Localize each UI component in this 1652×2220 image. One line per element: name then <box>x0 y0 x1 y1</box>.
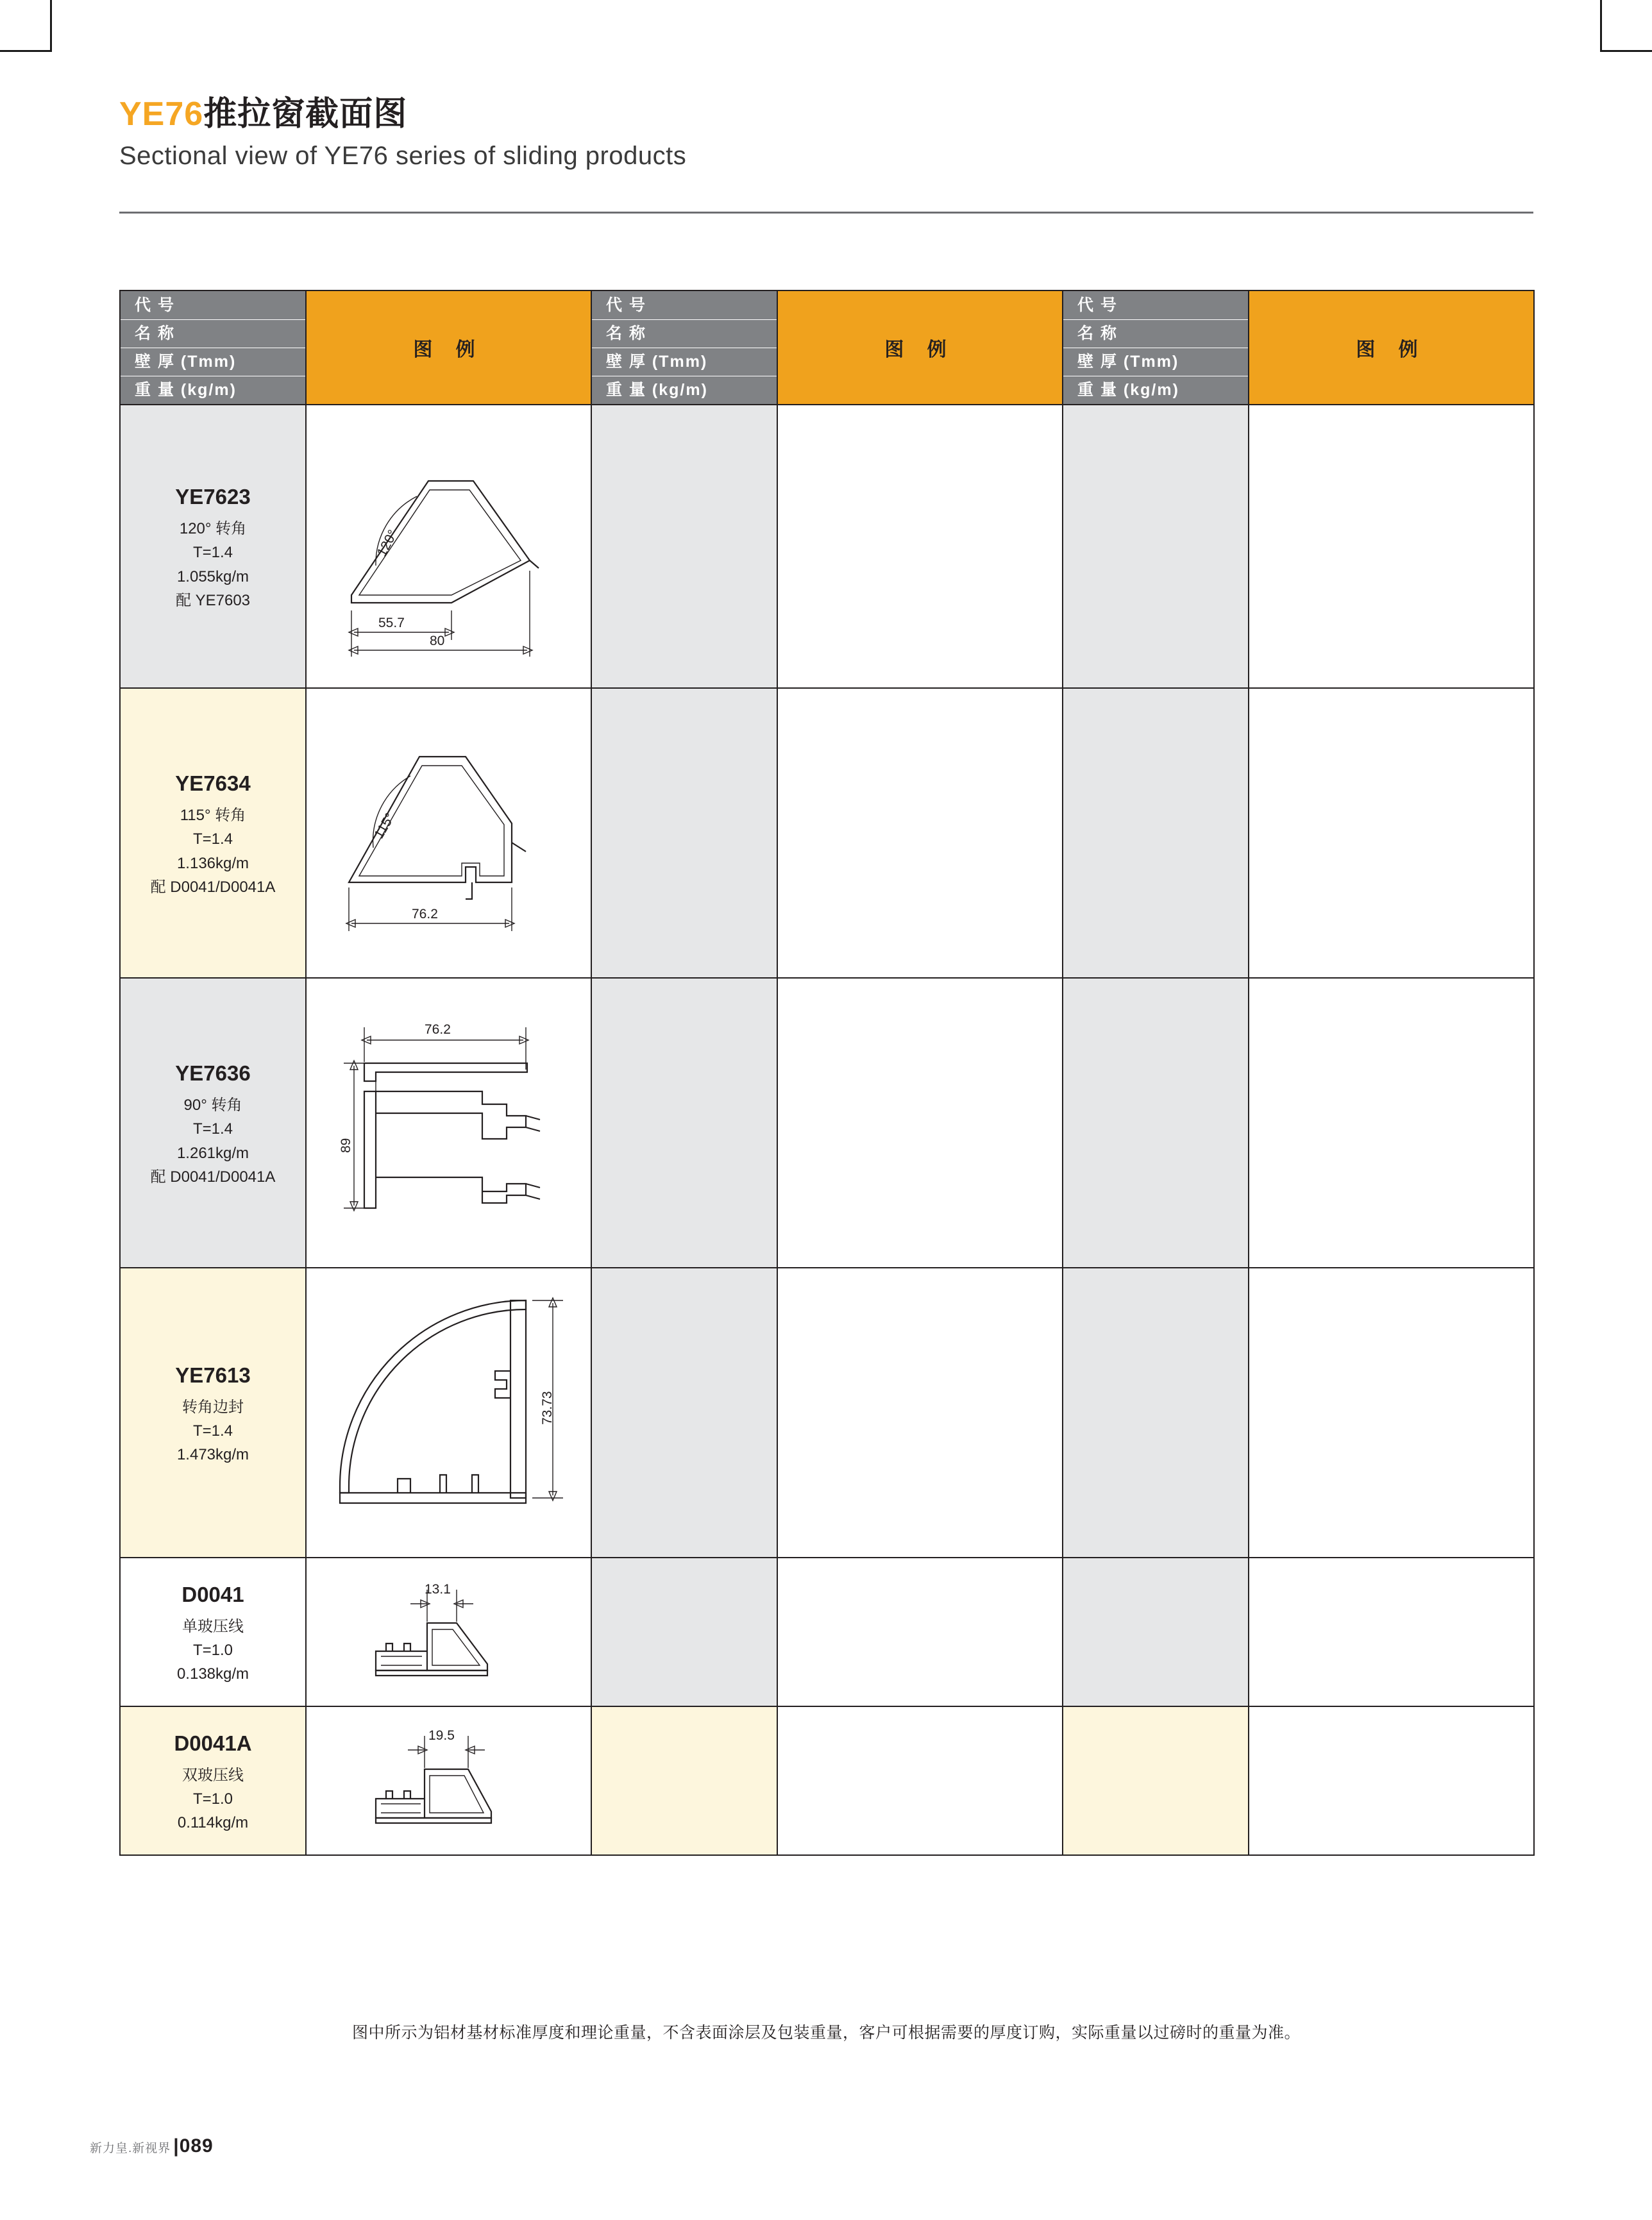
footer-brand: 新力皇.新视界 <box>90 2142 171 2155</box>
table-row <box>120 1558 1534 1706</box>
profile-thickness: T=1.0 <box>192 1641 233 1659</box>
profile-thickness: T=1.4 <box>192 1422 233 1440</box>
profile-name: YE7623 <box>175 485 251 509</box>
table-row <box>120 1706 1534 1855</box>
dim-angle: 115° <box>371 811 398 841</box>
header-figure-col-3: 图 例 <box>1249 290 1534 405</box>
empty-figure-cell <box>777 1706 1063 1855</box>
section-drawing-ye7634 <box>314 695 584 971</box>
profiles-table <box>119 290 1535 1856</box>
profile-desc: 双玻压线 <box>182 1766 244 1784</box>
profile-code-cell <box>120 1268 306 1558</box>
empty-code-cell <box>1063 405 1249 688</box>
profile-desc: 90° 转角 <box>183 1097 242 1114</box>
section-drawing-d0041a <box>314 1717 584 1845</box>
profiles-table-wrapper <box>119 290 1533 1856</box>
empty-figure-cell <box>1249 1558 1534 1706</box>
empty-figure-cell <box>1249 1706 1534 1855</box>
dim-762: 76.2 <box>411 907 438 921</box>
header-code-col-1 <box>120 290 306 405</box>
header-label-thickness: 壁 厚 (Tmm) <box>592 348 777 376</box>
empty-figure-cell <box>1249 405 1534 688</box>
empty-code-cell <box>591 978 777 1268</box>
profile-weight: 1.055kg/m <box>176 568 249 585</box>
header-label-name: 名 称 <box>121 320 305 348</box>
header-figure-col-2: 图 例 <box>777 290 1063 405</box>
page-subtitle: Sectional view of YE76 series of sliding products <box>119 142 687 171</box>
empty-figure-cell <box>777 978 1063 1268</box>
empty-figure-cell <box>777 1558 1063 1706</box>
profile-name: D0041A <box>174 1731 252 1755</box>
empty-figure-cell <box>777 405 1063 688</box>
profile-thickness: T=1.0 <box>192 1790 233 1808</box>
empty-code-cell <box>1063 1268 1249 1558</box>
profile-thickness: T=1.4 <box>192 830 233 848</box>
table-header-row <box>120 290 1534 405</box>
dim-angle: 120° <box>374 527 400 559</box>
page-number: 089 <box>179 2135 214 2157</box>
profile-code-cell <box>120 405 306 688</box>
empty-code-cell <box>1063 1558 1249 1706</box>
profile-name: YE7634 <box>175 771 251 796</box>
profile-desc: 120° 转角 <box>179 520 247 538</box>
header-label-thickness: 壁 厚 (Tmm) <box>121 348 305 376</box>
profile-desc: 单玻压线 <box>182 1617 244 1635</box>
header-divider <box>119 212 1533 214</box>
header-label-thickness: 壁 厚 (Tmm) <box>1063 348 1248 376</box>
profile-name: YE7636 <box>175 1061 251 1086</box>
table-row <box>120 1268 1534 1558</box>
profile-match: 配 D0041/D0041A <box>150 1168 276 1186</box>
page-title-highlight: YE76 <box>119 96 204 133</box>
empty-code-cell <box>591 1558 777 1706</box>
dim-195: 19.5 <box>428 1728 455 1743</box>
profile-name: D0041 <box>181 1582 244 1606</box>
page-header <box>119 96 1530 171</box>
page-footer <box>90 2135 214 2157</box>
header-label-weight: 重 量 (kg/m) <box>606 380 708 399</box>
header-label-weight: 重 量 (kg/m) <box>1077 380 1179 399</box>
table-row <box>120 688 1534 978</box>
profile-code-cell <box>120 1558 306 1706</box>
profile-figure-cell <box>306 1706 591 1855</box>
profile-weight: 0.138kg/m <box>176 1665 249 1683</box>
dim-131: 13.1 <box>424 1582 451 1597</box>
profile-desc: 转角边封 <box>182 1398 244 1416</box>
empty-figure-cell <box>1249 978 1534 1268</box>
profile-name: YE7613 <box>175 1363 251 1387</box>
crop-mark-top-right <box>1600 0 1652 52</box>
profile-desc: 115° 转角 <box>180 807 246 825</box>
profile-code-cell <box>120 978 306 1268</box>
header-code-col-3 <box>1063 290 1249 405</box>
profile-weight: 1.261kg/m <box>176 1144 249 1162</box>
empty-code-cell <box>1063 1706 1249 1855</box>
header-label-name: 名 称 <box>592 320 777 348</box>
section-drawing-d0041 <box>314 1568 584 1696</box>
profile-match: 配 YE7603 <box>175 591 251 609</box>
profile-code-cell <box>120 1706 306 1855</box>
profile-figure-cell <box>306 405 591 688</box>
page-title <box>119 96 1530 133</box>
header-label-code: 代 号 <box>1063 292 1248 320</box>
table-row <box>120 978 1534 1268</box>
header-figure-col-1: 图 例 <box>306 290 591 405</box>
header-code-col-2 <box>591 290 777 405</box>
footnote: 图中所示为铝材基材标准厚度和理论重量，不含表面涂层及包装重量，客户可根据需要的厚度订购，实际重量以过磅时的重量为准。 <box>351 2024 1301 2042</box>
empty-figure-cell <box>777 1268 1063 1558</box>
profile-figure-cell <box>306 1268 591 1558</box>
header-label-code: 代 号 <box>592 292 777 320</box>
dim-7373: 73.73 <box>539 1391 555 1425</box>
profile-weight: 1.136kg/m <box>176 854 249 872</box>
profile-figure-cell <box>306 978 591 1268</box>
profile-thickness: T=1.4 <box>192 544 233 562</box>
crop-mark-top-left <box>0 0 52 52</box>
empty-code-cell <box>1063 688 1249 978</box>
profile-figure-cell <box>306 1558 591 1706</box>
header-label-weight: 重 量 (kg/m) <box>135 380 237 399</box>
dim-89: 89 <box>338 1138 353 1153</box>
empty-figure-cell <box>1249 688 1534 978</box>
profile-thickness: T=1.4 <box>192 1120 233 1138</box>
empty-code-cell <box>591 1268 777 1558</box>
profile-weight: 1.473kg/m <box>176 1446 249 1464</box>
empty-code-cell <box>1063 978 1249 1268</box>
section-drawing-ye7613 <box>314 1275 584 1551</box>
profile-figure-cell <box>306 688 591 978</box>
dim-557: 55.7 <box>378 616 405 630</box>
section-drawing-ye7623 <box>314 412 584 681</box>
empty-code-cell <box>591 405 777 688</box>
dim-80: 80 <box>429 634 444 648</box>
empty-figure-cell <box>777 688 1063 978</box>
table-row <box>120 405 1534 688</box>
page-title-rest: 推拉窗截面图 <box>203 96 408 133</box>
empty-figure-cell <box>1249 1268 1534 1558</box>
header-label-name: 名 称 <box>1063 320 1248 348</box>
empty-code-cell <box>591 688 777 978</box>
profile-match: 配 D0041/D0041A <box>150 878 276 896</box>
profile-code-cell <box>120 688 306 978</box>
empty-code-cell <box>591 1706 777 1855</box>
section-drawing-ye7636 <box>314 985 584 1261</box>
footer-separator: | <box>173 2135 179 2157</box>
dim-762: 76.2 <box>424 1022 451 1037</box>
header-label-code: 代 号 <box>121 292 305 320</box>
profile-weight: 0.114kg/m <box>177 1814 249 1832</box>
